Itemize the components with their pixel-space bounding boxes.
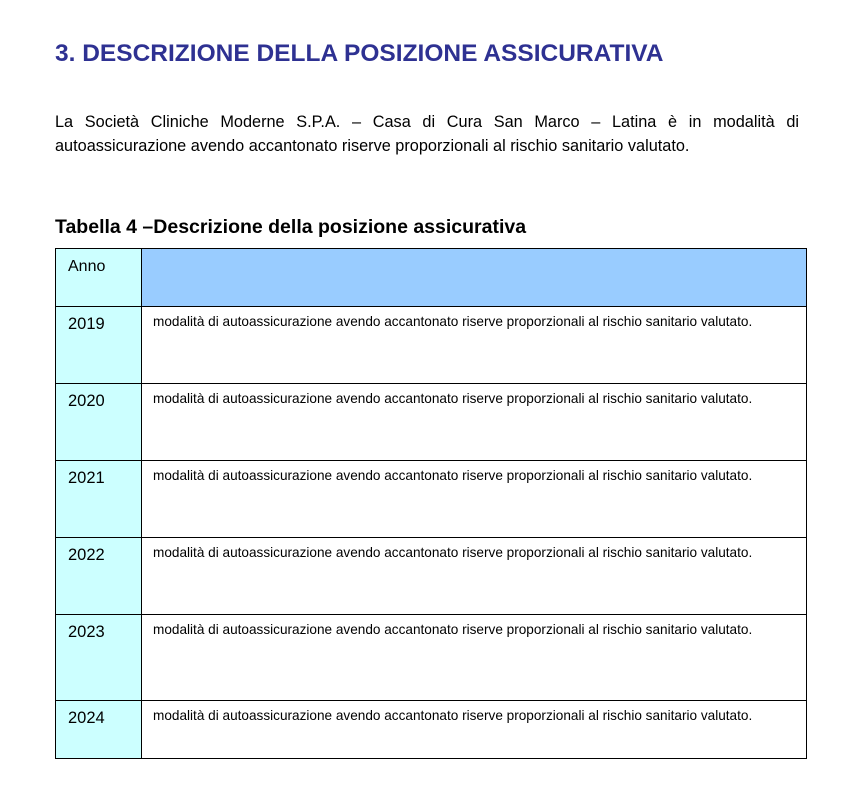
description-cell: modalità di autoassicurazione avendo accantonato riserve proporzionali al rischio sanitario valutato. xyxy=(142,538,807,615)
year-cell: 2023 xyxy=(56,615,142,701)
description-cell: modalità di autoassicurazione avendo accantonato riserve proporzionali al rischio sanitario valutato. xyxy=(142,615,807,701)
year-cell: 2021 xyxy=(56,461,142,538)
table-row xyxy=(56,538,807,615)
description-cell: modalità di autoassicurazione avendo accantonato riserve proporzionali al rischio sanitario valutato. xyxy=(142,384,807,461)
description-cell: modalità di autoassicurazione avendo accantonato riserve proporzionali al rischio sanitario valutato. xyxy=(142,701,807,759)
year-cell: 2022 xyxy=(56,538,142,615)
description-cell: modalità di autoassicurazione avendo accantonato riserve proporzionali al rischio sanitario valutato. xyxy=(142,461,807,538)
insurance-position-table xyxy=(55,248,807,759)
column-header-description xyxy=(142,249,807,307)
insurance-table-container xyxy=(55,248,807,759)
section-title: 3. DESCRIZIONE DELLA POSIZIONE ASSICURATIVA xyxy=(55,40,664,67)
table-row xyxy=(56,461,807,538)
table-caption: Tabella 4 –Descrizione della posizione assicurativa xyxy=(55,216,527,238)
table-row xyxy=(56,615,807,701)
description-cell: modalità di autoassicurazione avendo accantonato riserve proporzionali al rischio sanitario valutato. xyxy=(142,307,807,384)
intro-paragraph: La Società Cliniche Moderne S.P.A. – Casa di Cura San Marco – Latina è in modalità di autoassicurazione avendo accantonato riserve proporzionali al rischio sanitario valutato. xyxy=(55,113,799,155)
column-header-year: Anno xyxy=(56,249,142,307)
table-header-row xyxy=(56,249,807,307)
table-row xyxy=(56,307,807,384)
table-row xyxy=(56,384,807,461)
year-cell: 2019 xyxy=(56,307,142,384)
year-cell: 2020 xyxy=(56,384,142,461)
table-row xyxy=(56,701,807,759)
year-cell: 2024 xyxy=(56,701,142,759)
